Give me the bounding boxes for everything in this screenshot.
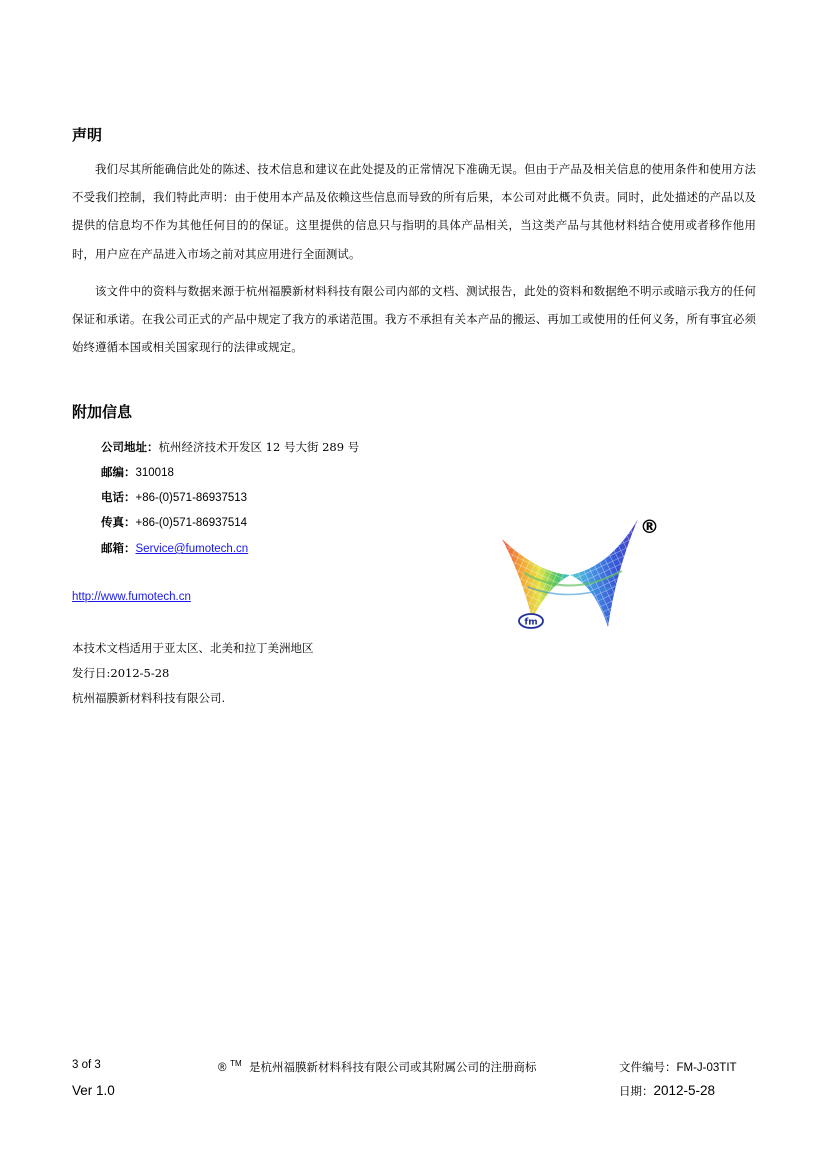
email-row (101, 540, 248, 556)
disclaimer-paragraph-2: 该文件中的资料与数据来源于杭州福膜新材料科技有限公司内部的文档、测试报告，此处的资料和数据绝不明示或暗示我方的任何保证和承诺。在我公司正式的产品中规定了我方的承诺范围。我方不承担有关本产品的搬运、再加工或使用的任何义务，所有事宜必须始终遵循本国或相关国家现行的法律或规定。 (72, 284, 756, 355)
doc-number-label: 文件编号： (619, 1060, 677, 1074)
version-text: Ver 1.0 (72, 1083, 115, 1098)
postcode-label: 邮编： (101, 465, 136, 479)
fax-label: 传真： (101, 515, 136, 529)
disclaimer-paragraph-1: 我们尽其所能确信此处的陈述、技术信息和建议在此处提及的正常情况下准确无误。但由于产品及相关信息的使用条件和使用方法不受我们控制，我们特此声明：由于使用本产品及依赖这些信息而导致的所有后果，本公司对此概不负责。同时，此处描述的产品以及提供的信息均不作为其他任何目的的保证。这里提供的信息只与指明的具体产品相关，当这类产品与其他材料结合使用或者移作他用时，用户应在产品进入市场之前对其应用进行全面测试。 (72, 162, 756, 261)
postcode-row (101, 464, 174, 480)
address-label: 公司地址： (101, 440, 159, 454)
registered-mark-icon: ® (640, 516, 659, 538)
date-label: 日期： (619, 1084, 654, 1098)
postcode-value: 310018 (135, 467, 174, 479)
doc-number-value: FM-J-03TIT (676, 1062, 737, 1074)
email-label: 邮箱： (101, 541, 136, 555)
date-value: 2012-5-28 (653, 1083, 716, 1098)
page-number: 3 of 3 (72, 1059, 101, 1071)
website-link[interactable]: http://www.fumotech.cn (72, 591, 191, 603)
fax-value: +86-(0)571-86937514 (135, 517, 248, 529)
phone-value: +86-(0)571-86937513 (135, 492, 248, 504)
email-link[interactable]: Service@fumotech.cn (135, 543, 249, 555)
trademark-notice (218, 1059, 537, 1075)
address-value: 杭州经济技术开发区 12 号大街 289 号 (158, 440, 360, 454)
tm-symbol: TM (230, 1059, 242, 1069)
issue-date-text: 发行日:2012-5-28 (72, 666, 170, 680)
trademark-text: 是杭州福膜新材料科技有限公司或其附属公司的注册商标 (249, 1060, 537, 1074)
fax-row (101, 514, 247, 530)
doc-number-row (619, 1059, 737, 1075)
registered-symbol: ® (218, 1062, 227, 1074)
company-name-text: 杭州福膜新材料科技有限公司. (72, 691, 226, 705)
phone-label: 电话： (101, 490, 136, 504)
emblem-text: fm (524, 617, 538, 628)
phone-row (101, 489, 247, 505)
disclaimer-heading: 声明 (72, 126, 103, 144)
date-row (619, 1083, 715, 1099)
region-scope-text: 本技术文档适用于亚太区、北美和拉丁美洲地区 (72, 641, 314, 655)
address-row (101, 439, 359, 455)
additional-info-heading: 附加信息 (72, 403, 133, 421)
